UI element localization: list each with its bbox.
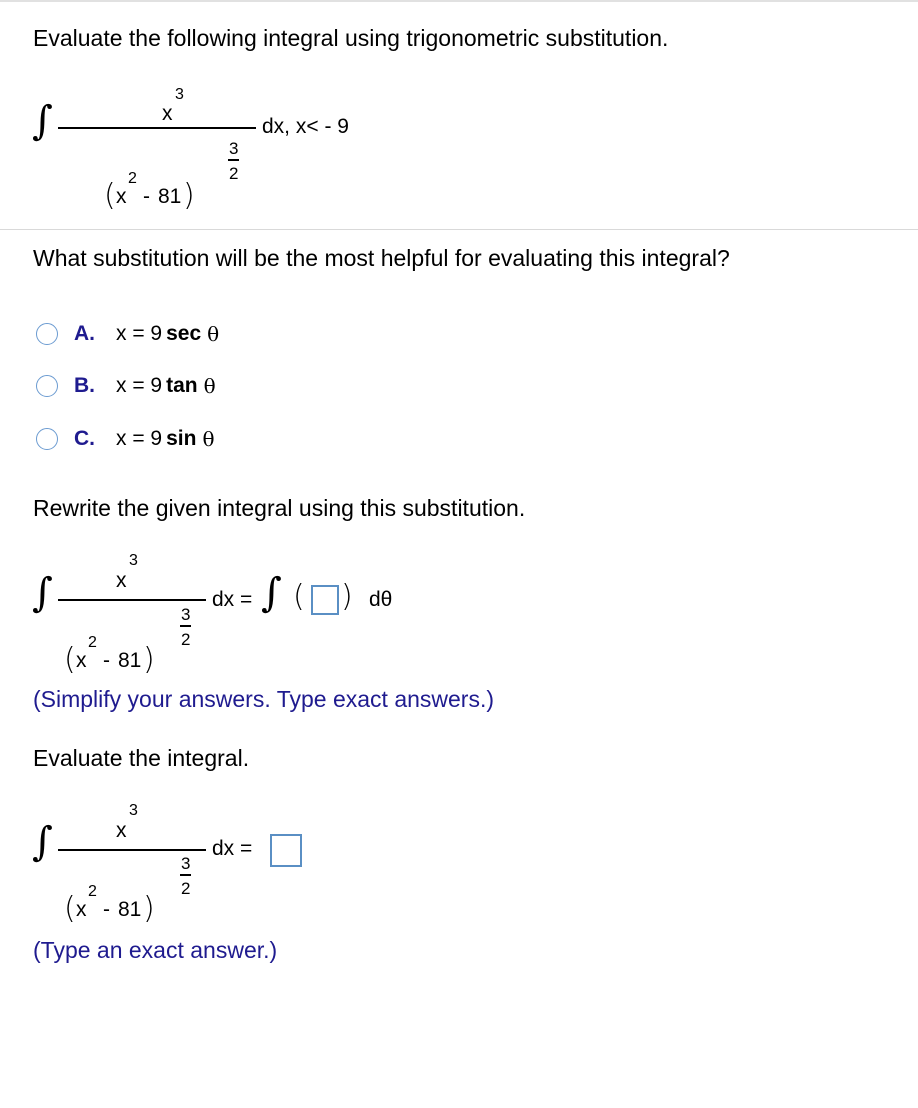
numerator-base: x [162,102,173,125]
radio-a[interactable] [36,323,58,345]
integral-sign: ∫ [32,98,53,144]
minus-sign: - [143,185,150,208]
radio-c[interactable] [36,428,58,450]
outer-exp-bar-3 [180,874,191,876]
inner-exponent-3: 2 [88,883,97,900]
open-paren-3: ( [64,891,76,926]
inner-base-2: x [76,649,87,672]
fraction-bar-2 [58,599,206,601]
option-a-prefix: x = 9 [116,322,163,345]
option-b-variable: θ [203,374,216,398]
option-b-letter: B. [74,374,95,397]
close-paren-2: ) [143,642,155,677]
outer-exp-bar [228,159,239,161]
inner-base-3: x [76,898,87,921]
constant: 81 [158,185,182,208]
option-b-prefix: x = 9 [116,374,163,397]
outer-exp-num-2: 3 [181,605,191,624]
outer-exp-num-3: 3 [181,854,191,873]
dx-equals-2: dx = [212,588,253,611]
dtheta-text: dθ [369,588,393,611]
outer-exp-bar-2 [180,625,191,627]
numerator-exponent: 3 [175,86,184,103]
option-a[interactable] [36,318,219,350]
outer-exp-num: 3 [229,139,239,158]
integral-sign-3: ∫ [32,819,53,865]
question2-hint: (Simplify your answers. Type exact answers.) [33,686,495,712]
integral-sign-rhs: ∫ [261,570,282,616]
answer-input[interactable] [270,834,302,867]
radio-b[interactable] [36,375,58,397]
constant-3: 81 [118,898,142,921]
question2-prompt: Rewrite the given integral using this substitution. [33,495,526,521]
inner-base: x [116,185,127,208]
option-a-letter: A. [74,322,95,345]
option-a-function: sec [166,322,202,345]
numerator-exponent-3: 3 [129,802,138,819]
open-paren: ( [104,178,116,213]
dx-equals-3: dx = [212,837,253,860]
option-b-function: tan [166,374,198,397]
option-b[interactable] [36,370,216,402]
option-a-variable: θ [207,322,220,346]
rewrite-integrand-input[interactable] [311,585,339,615]
option-c-function: sin [166,427,197,450]
numerator-exponent-2: 3 [129,552,138,569]
rhs-open-paren: ( [293,579,305,614]
outer-exp-den: 2 [229,164,239,183]
numerator-base-2: x [116,569,127,592]
open-paren-2: ( [64,642,76,677]
constant-2: 81 [118,649,142,672]
minus-sign-2: - [103,649,110,672]
rhs-close-paren: ) [341,579,353,614]
question3-hint: (Type an exact answer.) [33,937,278,963]
option-c-variable: θ [202,427,215,451]
question3-prompt: Evaluate the integral. [33,745,250,771]
integral-sign-2: ∫ [32,570,53,616]
inner-exponent-2: 2 [88,634,97,651]
instructions-text: Evaluate the following integral using trigonometric substitution. [33,25,669,51]
question1-prompt: What substitution will be the most helpful for evaluating this integral? [33,245,730,271]
option-c-prefix: x = 9 [116,427,163,450]
minus-sign-3: - [103,898,110,921]
fraction-bar-3 [58,849,206,851]
option-c-letter: C. [74,427,95,450]
top-border [0,0,918,2]
fraction-bar [58,127,256,129]
close-paren: ) [183,178,195,213]
numerator-base-3: x [116,819,127,842]
outer-exp-den-2: 2 [181,630,191,649]
option-c[interactable] [36,423,215,455]
outer-exp-den-3: 2 [181,879,191,898]
close-paren-3: ) [143,891,155,926]
section-divider [0,229,918,230]
condition-text: dx, x< - 9 [262,115,349,138]
inner-exponent: 2 [128,170,137,187]
